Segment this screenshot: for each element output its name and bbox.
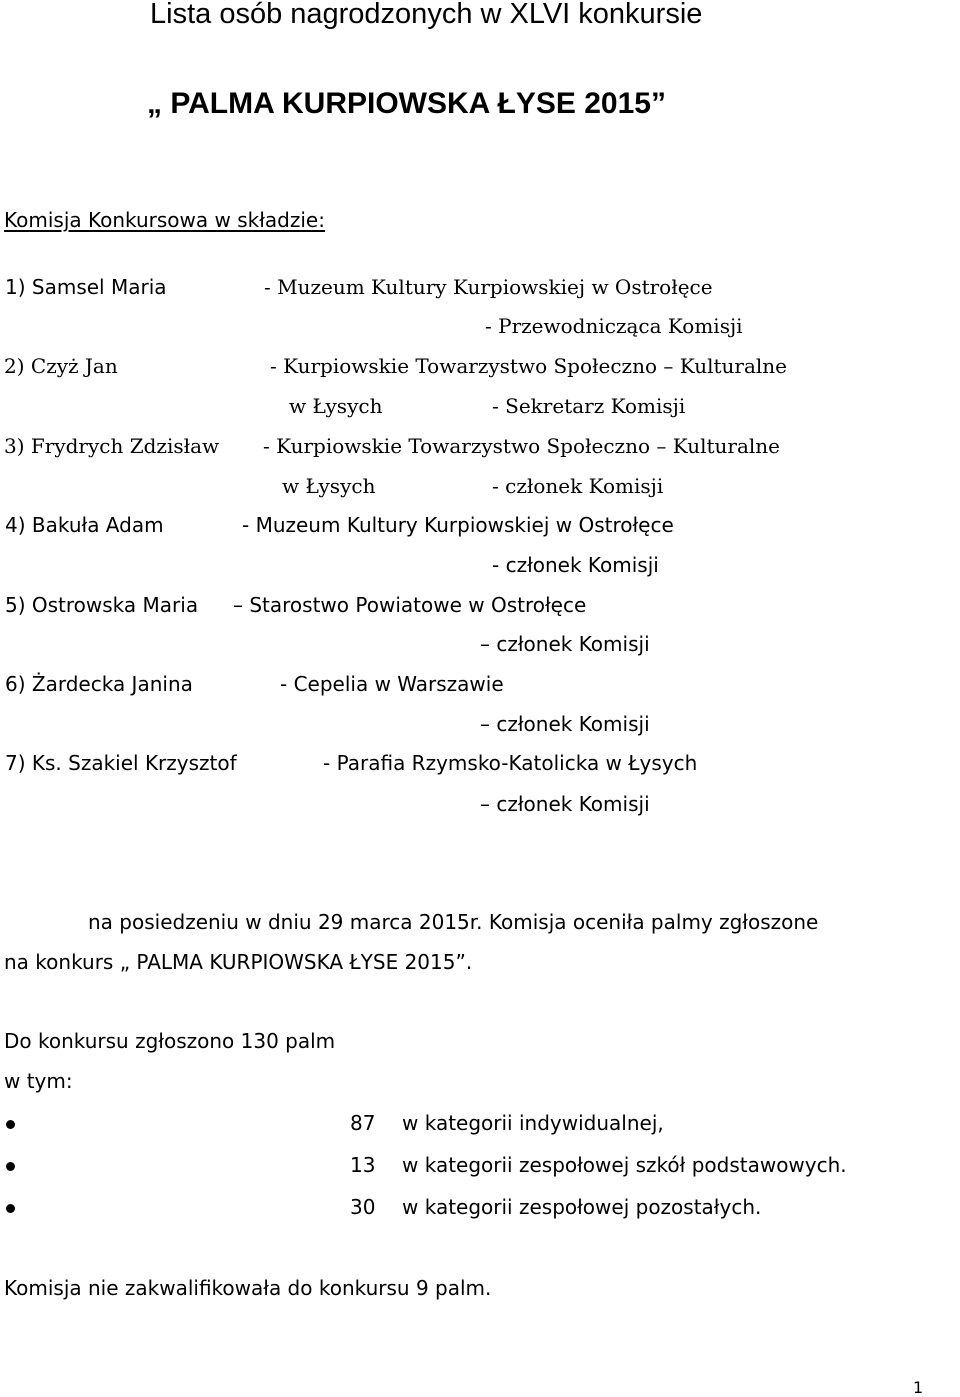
- category-count: 87: [350, 1111, 376, 1135]
- category-count: 30: [350, 1195, 376, 1219]
- member-name: 5) Ostrowska Maria: [5, 593, 199, 617]
- member-name: 6) Żardecka Janina: [5, 672, 193, 696]
- meeting-sentence-line1: na posiedzeniu w dniu 29 marca 2015r. Komisja oceniła palmy zgłoszone: [88, 910, 819, 934]
- meeting-sentence-line2: na konkurs „ PALMA KURPIOWSKA ŁYSE 2015”.: [4, 950, 473, 974]
- member-role: - Sekretarz Komisji: [492, 394, 686, 418]
- page-title: Lista osób nagrodzonych w XLVI konkursie: [150, 0, 703, 30]
- member-role: - członek Komisji: [492, 474, 664, 498]
- member-role: – członek Komisji: [480, 712, 650, 736]
- competition-name: „ PALMA KURPIOWSKA ŁYSE 2015”: [147, 87, 666, 120]
- member-institution: - Kurpiowskie Towarzystwo Społeczno – Kulturalne: [263, 434, 781, 458]
- bullet-icon: [6, 1120, 15, 1129]
- bullet-icon: [6, 1204, 15, 1213]
- member-name: 3) Frydrych Zdzisław: [4, 434, 220, 458]
- member-role: - Przewodnicząca Komisji: [485, 314, 743, 338]
- member-institution: - Parafia Rzymsko-Katolicka w Łysych: [323, 751, 698, 775]
- committee-heading: Komisja Konkursowa w składzie:: [4, 208, 325, 232]
- member-institution: - Muzeum Kultury Kurpiowskiej w Ostrołęce: [242, 513, 674, 537]
- member-location: w Łysych: [282, 474, 376, 498]
- member-name: 4) Bakuła Adam: [5, 513, 164, 537]
- submitted-total: Do konkursu zgłoszono 130 palm: [4, 1029, 336, 1053]
- member-institution: - Cepelia w Warszawie: [280, 672, 504, 696]
- category-count: 13: [350, 1153, 376, 1177]
- submitted-breakdown-intro: w tym:: [4, 1069, 73, 1093]
- member-role: – członek Komisji: [480, 792, 650, 816]
- member-location: w Łysych: [289, 394, 383, 418]
- member-role: - członek Komisji: [492, 553, 659, 577]
- disqualified-note: Komisja nie zakwalifikowała do konkursu 9 palm.: [4, 1276, 492, 1300]
- category-label: w kategorii indywidualnej,: [402, 1111, 664, 1135]
- category-label: w kategorii zespołowej pozostałych.: [402, 1195, 762, 1219]
- member-role: – członek Komisji: [480, 632, 650, 656]
- member-institution: - Muzeum Kultury Kurpiowskiej w Ostrołęce: [264, 275, 713, 299]
- member-institution: - Kurpiowskie Towarzystwo Społeczno – Kulturalne: [270, 354, 788, 378]
- member-name: 1) Samsel Maria: [5, 275, 167, 299]
- member-institution: – Starostwo Powiatowe w Ostrołęce: [233, 593, 587, 617]
- member-name: 7) Ks. Szakiel Krzysztof: [5, 751, 237, 775]
- category-label: w kategorii zespołowej szkół podstawowych.: [402, 1153, 847, 1177]
- member-name: 2) Czyż Jan: [4, 354, 118, 378]
- page-number: 1: [913, 1378, 924, 1397]
- bullet-icon: [6, 1162, 15, 1171]
